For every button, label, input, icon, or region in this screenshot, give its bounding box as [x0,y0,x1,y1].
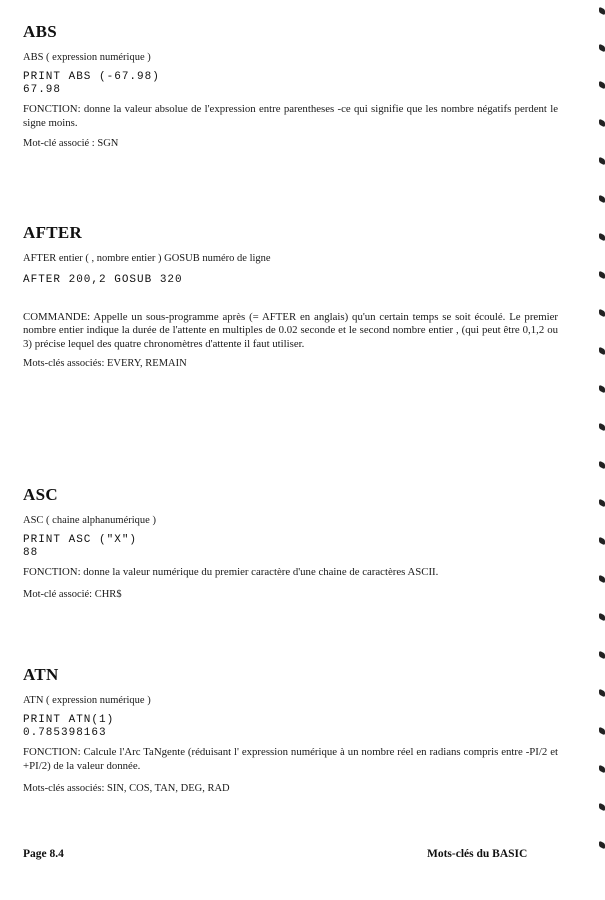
edge-mark [599,803,605,812]
entry-description: FONCTION: donne la valeur absolue de l'expression entre parentheses -ce qui signifie que les nombre négatifs perdent le signe moins. [23,103,558,129]
entry-after [23,223,558,371]
entry-associated-keywords: Mot-clé associé: CHR$ [23,588,122,600]
entry-syntax: AFTER entier ( , nombre entier ) GOSUB numéro de ligne [23,253,271,264]
code-line: PRINT ABS (-67.98) [23,71,160,83]
code-output: 0.785398163 [23,726,107,739]
edge-mark [599,195,605,204]
entry-description: FONCTION: donne la valeur numérique du premier caractère d'une chaine de caractères ASCII. [23,566,439,578]
edge-mark [599,44,605,53]
entry-description: FONCTION: Calcule l'Arc TaNgente (réduisant l' expression numérique à un nombre réel en radians compris entre -PI/2 et +PI/2) de la valeur donnée. [23,746,558,772]
edge-mark [599,727,605,736]
edge-mark [599,347,605,356]
entry-syntax: ATN ( expression numérique ) [23,695,151,706]
entry-syntax: ASC ( chaine alphanumérique ) [23,515,156,526]
entry-title: ASC [23,485,58,504]
edge-mark [599,575,605,584]
entry-description: COMMANDE: Appelle un sous-programme après (= AFTER en anglais) qu'un certain temps se soit écoulé. Le premier nombre entier indique la durée de l'attente en multiples de 0.02 seconde et le second nombre entier , (qui peut être 0,1,2 ou 3) précise lequel des quatre chronomètres d'attente il faut utiliser. [23,310,558,350]
edge-mark [599,689,605,698]
footer-section-title: Mots-clés du BASIC [427,848,528,860]
entry-syntax: ABS ( expression numérique ) [23,52,151,63]
edge-mark [599,461,605,470]
code-line: PRINT ATN(1) [23,714,115,726]
edge-mark [599,423,605,432]
code-output: 88 [23,546,39,559]
entry-title: AFTER [23,223,83,242]
edge-mark [599,499,605,508]
entry-title: ATN [23,665,59,684]
edge-mark [599,309,605,318]
edge-mark [599,385,605,394]
entry-title: ABS [23,22,57,41]
code-line: AFTER 200,2 GOSUB 320 [23,274,183,286]
entry-associated-keywords: Mot-clé associé : SGN [23,138,119,149]
entry-associated-keywords: Mots-clés associés: EVERY, REMAIN [23,358,187,369]
edge-mark [599,271,605,280]
edge-mark [599,651,605,660]
entry-associated-keywords: Mots-clés associés: SIN, COS, TAN, DEG, RAD [23,783,230,794]
edge-mark [599,841,605,850]
footer-page-number: Page 8.4 [23,848,64,860]
edge-mark [599,119,605,128]
edge-mark [599,7,605,16]
edge-mark [599,157,605,166]
entry-atn [23,665,558,796]
edge-mark [599,613,605,622]
entry-abs [23,22,558,151]
edge-mark [599,81,605,90]
edge-mark [599,537,605,546]
edge-mark [599,765,605,774]
code-output: 67.98 [23,83,62,96]
entry-asc [23,485,558,602]
code-line: PRINT ASC ("X") [23,534,138,546]
edge-mark [599,233,605,242]
